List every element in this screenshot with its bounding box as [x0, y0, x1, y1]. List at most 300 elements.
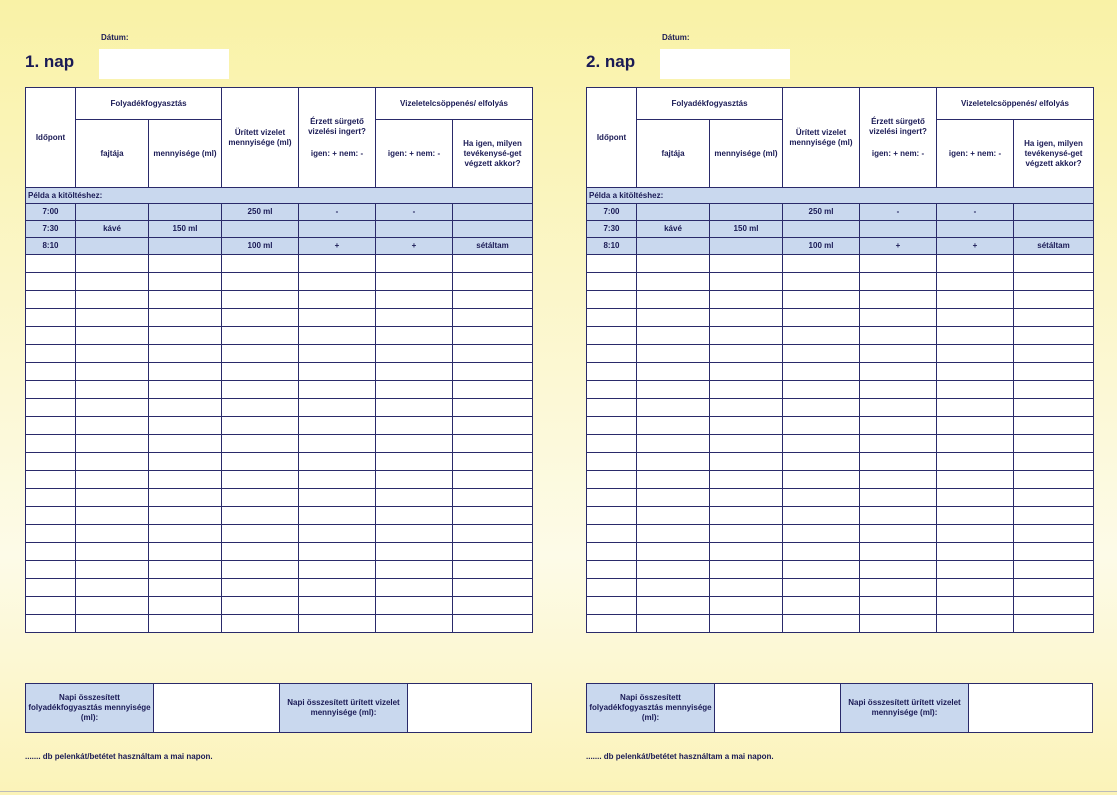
entry-cell-amount[interactable]: [710, 381, 783, 399]
entry-cell-time[interactable]: [26, 561, 76, 579]
entry-cell-urine[interactable]: [222, 309, 299, 327]
entry-cell-type[interactable]: [637, 435, 710, 453]
entry-cell-type[interactable]: [76, 597, 149, 615]
entry-cell-urine[interactable]: [783, 417, 860, 435]
entry-cell-urge[interactable]: [299, 507, 376, 525]
entry-cell-time[interactable]: [26, 507, 76, 525]
entry-cell-amount[interactable]: [710, 597, 783, 615]
entry-cell-time[interactable]: [587, 345, 637, 363]
entry-cell-amount[interactable]: [710, 453, 783, 471]
entry-cell-amount[interactable]: [149, 291, 222, 309]
entry-cell-urine[interactable]: [783, 543, 860, 561]
entry-cell-type[interactable]: [637, 489, 710, 507]
entry-cell-urge[interactable]: [860, 435, 937, 453]
entry-cell-leak[interactable]: [937, 363, 1014, 381]
entry-cell-type[interactable]: [637, 255, 710, 273]
entry-cell-urine[interactable]: [222, 327, 299, 345]
entry-cell-urine[interactable]: [783, 597, 860, 615]
entry-cell-amount[interactable]: [149, 579, 222, 597]
entry-cell-activity[interactable]: [453, 417, 533, 435]
entry-cell-type[interactable]: [637, 273, 710, 291]
entry-cell-urine[interactable]: [222, 381, 299, 399]
entry-cell-amount[interactable]: [149, 507, 222, 525]
entry-cell-urge[interactable]: [860, 507, 937, 525]
entry-cell-activity[interactable]: [1014, 345, 1094, 363]
entry-cell-leak[interactable]: [937, 489, 1014, 507]
entry-cell-time[interactable]: [26, 471, 76, 489]
entry-cell-time[interactable]: [26, 435, 76, 453]
entry-cell-activity[interactable]: [453, 363, 533, 381]
entry-cell-leak[interactable]: [376, 327, 453, 345]
entry-cell-urine[interactable]: [783, 363, 860, 381]
entry-cell-amount[interactable]: [710, 489, 783, 507]
entry-cell-activity[interactable]: [1014, 597, 1094, 615]
entry-cell-activity[interactable]: [453, 273, 533, 291]
entry-cell-amount[interactable]: [710, 273, 783, 291]
entry-cell-amount[interactable]: [149, 471, 222, 489]
entry-cell-time[interactable]: [587, 525, 637, 543]
entry-cell-leak[interactable]: [376, 435, 453, 453]
entry-cell-time[interactable]: [587, 453, 637, 471]
entry-cell-type[interactable]: [637, 615, 710, 633]
entry-cell-activity[interactable]: [453, 345, 533, 363]
entry-cell-activity[interactable]: [453, 489, 533, 507]
entry-cell-time[interactable]: [587, 615, 637, 633]
entry-cell-amount[interactable]: [149, 561, 222, 579]
entry-cell-amount[interactable]: [710, 309, 783, 327]
entry-cell-time[interactable]: [26, 291, 76, 309]
entry-cell-time[interactable]: [587, 507, 637, 525]
entry-cell-activity[interactable]: [453, 525, 533, 543]
entry-cell-activity[interactable]: [453, 471, 533, 489]
entry-cell-activity[interactable]: [1014, 399, 1094, 417]
entry-cell-amount[interactable]: [710, 435, 783, 453]
entry-cell-type[interactable]: [637, 525, 710, 543]
entry-cell-type[interactable]: [637, 345, 710, 363]
entry-cell-activity[interactable]: [453, 327, 533, 345]
entry-cell-time[interactable]: [587, 417, 637, 435]
entry-cell-urge[interactable]: [860, 561, 937, 579]
entry-cell-amount[interactable]: [149, 525, 222, 543]
entry-cell-urge[interactable]: [860, 273, 937, 291]
entry-cell-leak[interactable]: [937, 579, 1014, 597]
entry-cell-urge[interactable]: [860, 579, 937, 597]
entry-cell-time[interactable]: [26, 363, 76, 381]
entry-cell-urine[interactable]: [783, 561, 860, 579]
entry-cell-time[interactable]: [587, 435, 637, 453]
entry-cell-activity[interactable]: [1014, 561, 1094, 579]
entry-cell-urge[interactable]: [299, 525, 376, 543]
total-urine-input[interactable]: [969, 684, 1092, 732]
entry-cell-leak[interactable]: [376, 543, 453, 561]
entry-cell-activity[interactable]: [1014, 579, 1094, 597]
entry-cell-activity[interactable]: [1014, 543, 1094, 561]
entry-cell-type[interactable]: [76, 399, 149, 417]
entry-cell-activity[interactable]: [453, 291, 533, 309]
entry-cell-time[interactable]: [26, 543, 76, 561]
entry-cell-leak[interactable]: [937, 507, 1014, 525]
entry-cell-activity[interactable]: [1014, 525, 1094, 543]
entry-cell-leak[interactable]: [376, 291, 453, 309]
entry-cell-time[interactable]: [26, 309, 76, 327]
entry-cell-type[interactable]: [76, 453, 149, 471]
entry-cell-amount[interactable]: [710, 615, 783, 633]
entry-cell-time[interactable]: [587, 489, 637, 507]
entry-cell-activity[interactable]: [453, 615, 533, 633]
entry-cell-urge[interactable]: [860, 381, 937, 399]
entry-cell-type[interactable]: [637, 471, 710, 489]
entry-cell-amount[interactable]: [149, 615, 222, 633]
entry-cell-urine[interactable]: [783, 453, 860, 471]
entry-cell-amount[interactable]: [149, 363, 222, 381]
entry-cell-time[interactable]: [26, 273, 76, 291]
entry-cell-leak[interactable]: [937, 597, 1014, 615]
entry-cell-type[interactable]: [637, 291, 710, 309]
entry-cell-urine[interactable]: [222, 345, 299, 363]
entry-cell-amount[interactable]: [149, 453, 222, 471]
entry-cell-leak[interactable]: [937, 471, 1014, 489]
entry-cell-urge[interactable]: [299, 579, 376, 597]
entry-cell-time[interactable]: [587, 471, 637, 489]
entry-cell-urge[interactable]: [299, 561, 376, 579]
entry-cell-time[interactable]: [26, 597, 76, 615]
entry-cell-amount[interactable]: [710, 363, 783, 381]
entry-cell-urge[interactable]: [299, 255, 376, 273]
entry-cell-leak[interactable]: [937, 435, 1014, 453]
entry-cell-amount[interactable]: [149, 381, 222, 399]
entry-cell-urine[interactable]: [783, 399, 860, 417]
entry-cell-leak[interactable]: [937, 399, 1014, 417]
entry-cell-urge[interactable]: [299, 345, 376, 363]
entry-cell-time[interactable]: [587, 543, 637, 561]
entry-cell-time[interactable]: [26, 615, 76, 633]
entry-cell-urine[interactable]: [783, 435, 860, 453]
entry-cell-amount[interactable]: [710, 417, 783, 435]
entry-cell-activity[interactable]: [453, 561, 533, 579]
entry-cell-time[interactable]: [26, 525, 76, 543]
entry-cell-time[interactable]: [587, 381, 637, 399]
entry-cell-type[interactable]: [637, 381, 710, 399]
entry-cell-activity[interactable]: [1014, 435, 1094, 453]
entry-cell-leak[interactable]: [937, 255, 1014, 273]
entry-cell-activity[interactable]: [1014, 327, 1094, 345]
entry-cell-time[interactable]: [26, 453, 76, 471]
entry-cell-amount[interactable]: [710, 327, 783, 345]
entry-cell-activity[interactable]: [1014, 417, 1094, 435]
entry-cell-time[interactable]: [26, 579, 76, 597]
entry-cell-type[interactable]: [76, 561, 149, 579]
entry-cell-time[interactable]: [587, 399, 637, 417]
entry-cell-urine[interactable]: [783, 489, 860, 507]
entry-cell-type[interactable]: [637, 399, 710, 417]
entry-cell-type[interactable]: [76, 345, 149, 363]
entry-cell-urine[interactable]: [222, 615, 299, 633]
entry-cell-leak[interactable]: [376, 309, 453, 327]
entry-cell-activity[interactable]: [1014, 507, 1094, 525]
entry-cell-type[interactable]: [76, 435, 149, 453]
entry-cell-urge[interactable]: [860, 453, 937, 471]
entry-cell-type[interactable]: [76, 417, 149, 435]
entry-cell-leak[interactable]: [376, 417, 453, 435]
entry-cell-leak[interactable]: [937, 561, 1014, 579]
entry-cell-type[interactable]: [637, 417, 710, 435]
entry-cell-activity[interactable]: [453, 543, 533, 561]
entry-cell-time[interactable]: [26, 345, 76, 363]
entry-cell-leak[interactable]: [937, 417, 1014, 435]
entry-cell-amount[interactable]: [710, 345, 783, 363]
entry-cell-urine[interactable]: [783, 471, 860, 489]
entry-cell-urge[interactable]: [299, 363, 376, 381]
entry-cell-urge[interactable]: [860, 489, 937, 507]
entry-cell-type[interactable]: [76, 507, 149, 525]
entry-cell-amount[interactable]: [149, 399, 222, 417]
entry-cell-activity[interactable]: [1014, 309, 1094, 327]
entry-cell-amount[interactable]: [710, 561, 783, 579]
entry-cell-amount[interactable]: [710, 255, 783, 273]
entry-cell-urge[interactable]: [299, 489, 376, 507]
entry-cell-leak[interactable]: [376, 489, 453, 507]
entry-cell-urine[interactable]: [222, 579, 299, 597]
entry-cell-leak[interactable]: [376, 399, 453, 417]
date-input[interactable]: [99, 49, 229, 79]
entry-cell-leak[interactable]: [937, 309, 1014, 327]
entry-cell-urge[interactable]: [860, 417, 937, 435]
entry-cell-activity[interactable]: [1014, 255, 1094, 273]
entry-cell-type[interactable]: [637, 453, 710, 471]
entry-cell-activity[interactable]: [453, 309, 533, 327]
total-fluid-input[interactable]: [715, 684, 841, 732]
entry-cell-amount[interactable]: [710, 507, 783, 525]
entry-cell-urine[interactable]: [783, 579, 860, 597]
entry-cell-amount[interactable]: [149, 273, 222, 291]
entry-cell-leak[interactable]: [376, 363, 453, 381]
entry-cell-type[interactable]: [637, 579, 710, 597]
entry-cell-type[interactable]: [76, 615, 149, 633]
entry-cell-time[interactable]: [26, 399, 76, 417]
entry-cell-leak[interactable]: [937, 453, 1014, 471]
entry-cell-activity[interactable]: [1014, 489, 1094, 507]
entry-cell-leak[interactable]: [376, 255, 453, 273]
entry-cell-time[interactable]: [26, 489, 76, 507]
entry-cell-activity[interactable]: [1014, 363, 1094, 381]
entry-cell-urge[interactable]: [860, 255, 937, 273]
entry-cell-leak[interactable]: [376, 525, 453, 543]
entry-cell-type[interactable]: [637, 507, 710, 525]
entry-cell-urge[interactable]: [299, 471, 376, 489]
entry-cell-urge[interactable]: [299, 453, 376, 471]
entry-cell-type[interactable]: [76, 525, 149, 543]
entry-cell-time[interactable]: [26, 255, 76, 273]
entry-cell-urine[interactable]: [222, 561, 299, 579]
entry-cell-type[interactable]: [76, 273, 149, 291]
entry-cell-urine[interactable]: [783, 381, 860, 399]
entry-cell-urine[interactable]: [783, 615, 860, 633]
entry-cell-activity[interactable]: [453, 399, 533, 417]
entry-cell-type[interactable]: [76, 255, 149, 273]
entry-cell-activity[interactable]: [1014, 471, 1094, 489]
entry-cell-urge[interactable]: [860, 597, 937, 615]
entry-cell-leak[interactable]: [937, 345, 1014, 363]
entry-cell-time[interactable]: [587, 363, 637, 381]
entry-cell-type[interactable]: [637, 561, 710, 579]
entry-cell-urge[interactable]: [299, 327, 376, 345]
entry-cell-urge[interactable]: [299, 381, 376, 399]
date-input[interactable]: [660, 49, 790, 79]
entry-cell-leak[interactable]: [937, 525, 1014, 543]
entry-cell-urge[interactable]: [299, 291, 376, 309]
entry-cell-leak[interactable]: [937, 291, 1014, 309]
entry-cell-amount[interactable]: [710, 471, 783, 489]
entry-cell-time[interactable]: [587, 255, 637, 273]
entry-cell-amount[interactable]: [149, 417, 222, 435]
entry-cell-urine[interactable]: [222, 291, 299, 309]
entry-cell-urge[interactable]: [299, 273, 376, 291]
entry-cell-urge[interactable]: [860, 615, 937, 633]
entry-cell-urine[interactable]: [783, 291, 860, 309]
entry-cell-urine[interactable]: [783, 507, 860, 525]
entry-cell-time[interactable]: [26, 417, 76, 435]
entry-cell-amount[interactable]: [710, 291, 783, 309]
entry-cell-amount[interactable]: [149, 327, 222, 345]
entry-cell-leak[interactable]: [376, 561, 453, 579]
entry-cell-urine[interactable]: [222, 255, 299, 273]
entry-cell-leak[interactable]: [376, 615, 453, 633]
entry-cell-urine[interactable]: [222, 417, 299, 435]
entry-cell-leak[interactable]: [376, 597, 453, 615]
entry-cell-urge[interactable]: [299, 615, 376, 633]
entry-cell-urge[interactable]: [860, 471, 937, 489]
entry-cell-leak[interactable]: [376, 579, 453, 597]
entry-cell-type[interactable]: [76, 579, 149, 597]
entry-cell-leak[interactable]: [376, 507, 453, 525]
entry-cell-amount[interactable]: [149, 543, 222, 561]
entry-cell-time[interactable]: [26, 327, 76, 345]
entry-cell-time[interactable]: [587, 273, 637, 291]
entry-cell-type[interactable]: [76, 471, 149, 489]
entry-cell-type[interactable]: [76, 363, 149, 381]
entry-cell-amount[interactable]: [149, 309, 222, 327]
entry-cell-type[interactable]: [637, 327, 710, 345]
entry-cell-time[interactable]: [26, 381, 76, 399]
entry-cell-urge[interactable]: [860, 525, 937, 543]
entry-cell-urine[interactable]: [222, 453, 299, 471]
entry-cell-amount[interactable]: [149, 489, 222, 507]
entry-cell-leak[interactable]: [937, 273, 1014, 291]
entry-cell-time[interactable]: [587, 597, 637, 615]
entry-cell-leak[interactable]: [376, 471, 453, 489]
entry-cell-urine[interactable]: [222, 489, 299, 507]
entry-cell-urge[interactable]: [299, 417, 376, 435]
entry-cell-urge[interactable]: [299, 435, 376, 453]
entry-cell-type[interactable]: [76, 543, 149, 561]
entry-cell-urge[interactable]: [860, 309, 937, 327]
entry-cell-urine[interactable]: [783, 309, 860, 327]
total-fluid-input[interactable]: [154, 684, 280, 732]
entry-cell-urine[interactable]: [222, 435, 299, 453]
entry-cell-type[interactable]: [76, 327, 149, 345]
entry-cell-time[interactable]: [587, 327, 637, 345]
entry-cell-urine[interactable]: [222, 507, 299, 525]
entry-cell-activity[interactable]: [453, 255, 533, 273]
entry-cell-leak[interactable]: [937, 327, 1014, 345]
entry-cell-activity[interactable]: [453, 597, 533, 615]
entry-cell-urine[interactable]: [222, 273, 299, 291]
entry-cell-type[interactable]: [76, 381, 149, 399]
entry-cell-urine[interactable]: [222, 471, 299, 489]
entry-cell-urine[interactable]: [222, 363, 299, 381]
entry-cell-amount[interactable]: [149, 435, 222, 453]
entry-cell-urine[interactable]: [783, 327, 860, 345]
entry-cell-activity[interactable]: [1014, 615, 1094, 633]
entry-cell-urge[interactable]: [860, 543, 937, 561]
entry-cell-urge[interactable]: [299, 597, 376, 615]
entry-cell-activity[interactable]: [453, 381, 533, 399]
entry-cell-activity[interactable]: [453, 453, 533, 471]
entry-cell-amount[interactable]: [710, 579, 783, 597]
entry-cell-type[interactable]: [76, 489, 149, 507]
entry-cell-urine[interactable]: [783, 273, 860, 291]
entry-cell-activity[interactable]: [453, 435, 533, 453]
entry-cell-urine[interactable]: [783, 525, 860, 543]
entry-cell-urge[interactable]: [860, 345, 937, 363]
entry-cell-type[interactable]: [637, 309, 710, 327]
entry-cell-urine[interactable]: [783, 345, 860, 363]
entry-cell-activity[interactable]: [453, 579, 533, 597]
entry-cell-time[interactable]: [587, 561, 637, 579]
entry-cell-activity[interactable]: [453, 507, 533, 525]
entry-cell-type[interactable]: [637, 597, 710, 615]
entry-cell-time[interactable]: [587, 309, 637, 327]
entry-cell-activity[interactable]: [1014, 381, 1094, 399]
entry-cell-type[interactable]: [637, 543, 710, 561]
entry-cell-amount[interactable]: [149, 255, 222, 273]
entry-cell-type[interactable]: [76, 309, 149, 327]
entry-cell-type[interactable]: [637, 363, 710, 381]
entry-cell-urge[interactable]: [299, 399, 376, 417]
entry-cell-urge[interactable]: [299, 309, 376, 327]
entry-cell-urge[interactable]: [860, 399, 937, 417]
entry-cell-leak[interactable]: [376, 345, 453, 363]
entry-cell-amount[interactable]: [149, 345, 222, 363]
entry-cell-urine[interactable]: [222, 525, 299, 543]
entry-cell-leak[interactable]: [376, 381, 453, 399]
entry-cell-urine[interactable]: [222, 399, 299, 417]
entry-cell-leak[interactable]: [376, 273, 453, 291]
entry-cell-urge[interactable]: [860, 291, 937, 309]
entry-cell-time[interactable]: [587, 291, 637, 309]
entry-cell-leak[interactable]: [937, 615, 1014, 633]
entry-cell-leak[interactable]: [937, 543, 1014, 561]
entry-cell-time[interactable]: [587, 579, 637, 597]
entry-cell-urine[interactable]: [783, 255, 860, 273]
total-urine-input[interactable]: [408, 684, 531, 732]
entry-cell-amount[interactable]: [710, 525, 783, 543]
entry-cell-amount[interactable]: [710, 399, 783, 417]
entry-cell-activity[interactable]: [1014, 291, 1094, 309]
entry-cell-type[interactable]: [76, 291, 149, 309]
entry-cell-activity[interactable]: [1014, 453, 1094, 471]
entry-cell-urge[interactable]: [299, 543, 376, 561]
entry-cell-urine[interactable]: [222, 543, 299, 561]
entry-cell-amount[interactable]: [149, 597, 222, 615]
entry-cell-activity[interactable]: [1014, 273, 1094, 291]
entry-cell-urge[interactable]: [860, 327, 937, 345]
entry-cell-urine[interactable]: [222, 597, 299, 615]
entry-cell-leak[interactable]: [376, 453, 453, 471]
entry-cell-leak[interactable]: [937, 381, 1014, 399]
entry-cell-urge[interactable]: [860, 363, 937, 381]
entry-cell-amount[interactable]: [710, 543, 783, 561]
